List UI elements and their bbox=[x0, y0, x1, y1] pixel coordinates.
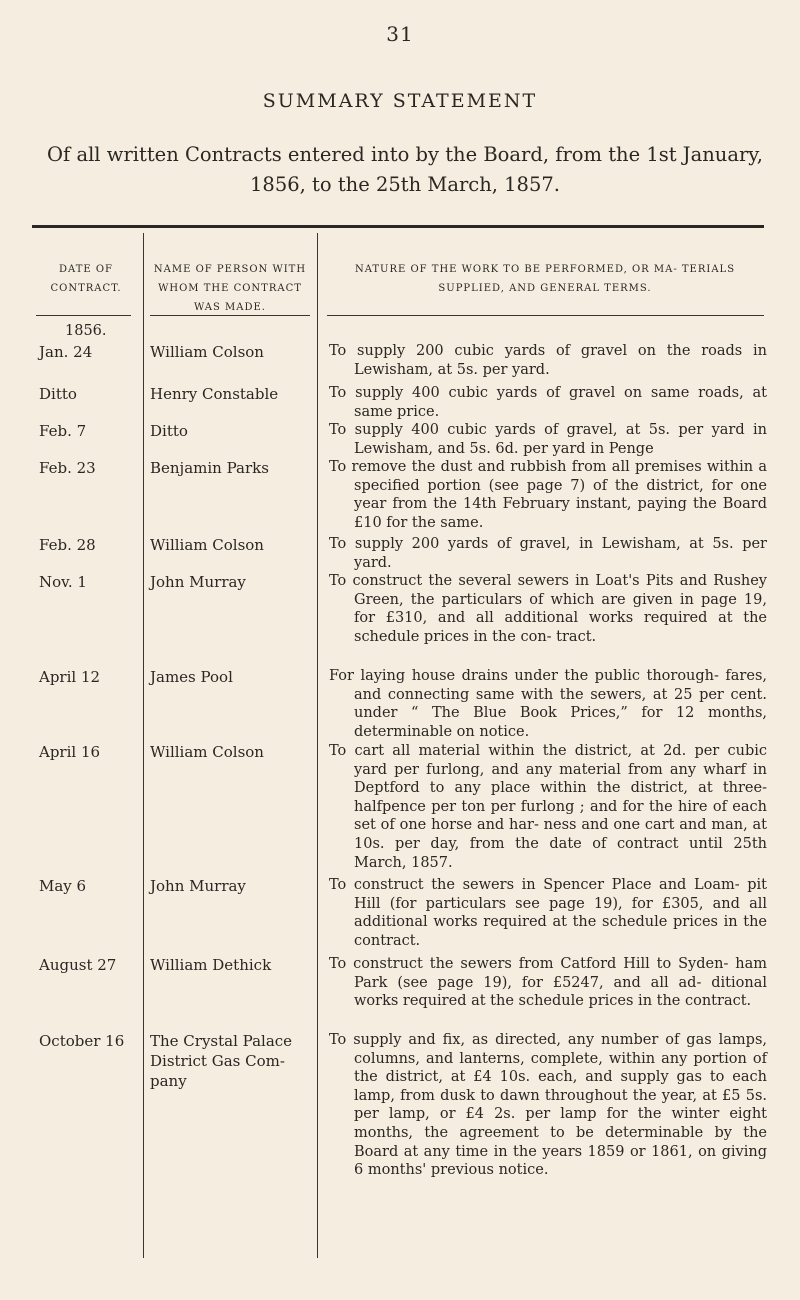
contractor-name: Henry Constable bbox=[150, 385, 279, 403]
contract-date: April 16 bbox=[39, 743, 101, 761]
contract-date: Ditto bbox=[39, 385, 77, 403]
page-subtitle: Of all written Contracts entered into by the Board, from the 1st January, 1856, to the 25th March, 1857. bbox=[47, 143, 763, 196]
contract-terms: To cart all material within the district, at 2d. per cubic yard per furlong, and any material from any wharf in Deptford to any place within the district, at three-halfpence per ton per furlong ; and for the hire of each set of one horse and har- ness and one cart and man, at 10s. per day, from the date of contract until 25th March, 1857. bbox=[329, 743, 767, 871]
contract-date: April 12 bbox=[39, 668, 101, 686]
contractor-name: William Dethick bbox=[150, 956, 272, 974]
contractor-name: John Murray bbox=[150, 877, 246, 895]
contract-date: Feb. 23 bbox=[39, 459, 96, 477]
contractor-name: William Colson bbox=[150, 536, 264, 554]
contract-date: Nov. 1 bbox=[39, 573, 87, 591]
page-number: 31 bbox=[386, 22, 414, 46]
contract-terms: To remove the dust and rubbish from all premises within a specified portion (see page 7) of the district, for one year from the 14th February instant, paying the Board £10 for the same. bbox=[329, 459, 767, 531]
contractor-name: The Crystal Palace District Gas Com- pany bbox=[150, 1032, 293, 1090]
contract-date: October 16 bbox=[39, 1032, 125, 1050]
contractor-name: Ditto bbox=[150, 422, 188, 440]
contract-terms: To supply 200 yards of gravel, in Lewisham, at 5s. per yard. bbox=[329, 536, 767, 571]
contract-date: Feb. 7 bbox=[39, 422, 87, 440]
contract-terms: To construct the sewers in Spencer Place and Loam- pit Hill (for particulars see page 19), for £305, and all additional works required at the schedule prices in the contract. bbox=[329, 877, 767, 949]
contract-date: August 27 bbox=[39, 956, 117, 974]
column-divider bbox=[143, 233, 144, 1258]
contract-date: May 6 bbox=[39, 877, 87, 895]
contractor-name: Benjamin Parks bbox=[150, 459, 269, 477]
contractor-name: James Pool bbox=[150, 668, 233, 686]
contract-terms: To supply and fix, as directed, any number of gas lamps, columns, and lanterns, complete, within any portion of the district, at £4 10s. each, and supply gas to each lamp, from dusk to dawn throughout the year, at £5 5s. per lamp, or £4 2s. per lamp for the winter eight months, the agreement to be determinable by the Board at any time in the years 1859 or 1861, on giving 6 months' previous notice. bbox=[329, 1032, 767, 1179]
header-underline bbox=[327, 315, 764, 316]
column-header-nature: NATURE OF THE WORK TO BE PERFORMED, OR MA- TERIALS SUPPLIED, AND GENERAL TERMS. bbox=[354, 264, 736, 294]
contractor-name: John Murray bbox=[150, 573, 246, 591]
page-title: SUMMARY STATEMENT bbox=[262, 90, 538, 112]
column-divider bbox=[317, 233, 318, 1258]
contract-terms: To construct the several sewers in Loat's Pits and Rushey Green, the particulars of which are given in page 19, for £310, and all additional works required at the schedule prices in the con- tract. bbox=[329, 573, 767, 645]
contract-terms: To supply 400 cubic yards of gravel, at 5s. per yard in Lewisham, and 5s. 6d. per yard in Penge bbox=[329, 422, 767, 457]
contractor-name: William Colson bbox=[150, 743, 264, 761]
column-header-name: NAME OF PERSON WITH WHOM THE CONTRACT WAS MADE. bbox=[153, 264, 307, 313]
contract-terms: To construct the sewers from Catford Hill to Syden- ham Park (see page 19), for £5247, and all ad- ditional works required at the schedule prices in the contract. bbox=[329, 956, 767, 1010]
year-label: 1856. bbox=[65, 323, 107, 339]
heading-rule bbox=[32, 225, 764, 228]
contract-terms: To supply 200 cubic yards of gravel on the roads in Lewisham, at 5s. per yard. bbox=[329, 343, 767, 378]
contract-date: Jan. 24 bbox=[39, 343, 93, 361]
contract-terms: To supply 400 cubic yards of gravel on same roads, at same price. bbox=[329, 385, 767, 420]
column-header-date: DATE OF CONTRACT. bbox=[50, 264, 122, 294]
header-underline bbox=[36, 315, 131, 316]
contract-date: Feb. 28 bbox=[39, 536, 96, 554]
contractor-name: William Colson bbox=[150, 343, 264, 361]
contract-terms: For laying house drains under the public thorough- fares, and connecting same with the sewers, at 25 per cent. under “ The Blue Book Prices,” for 12 months, determinable on notice. bbox=[329, 668, 767, 740]
